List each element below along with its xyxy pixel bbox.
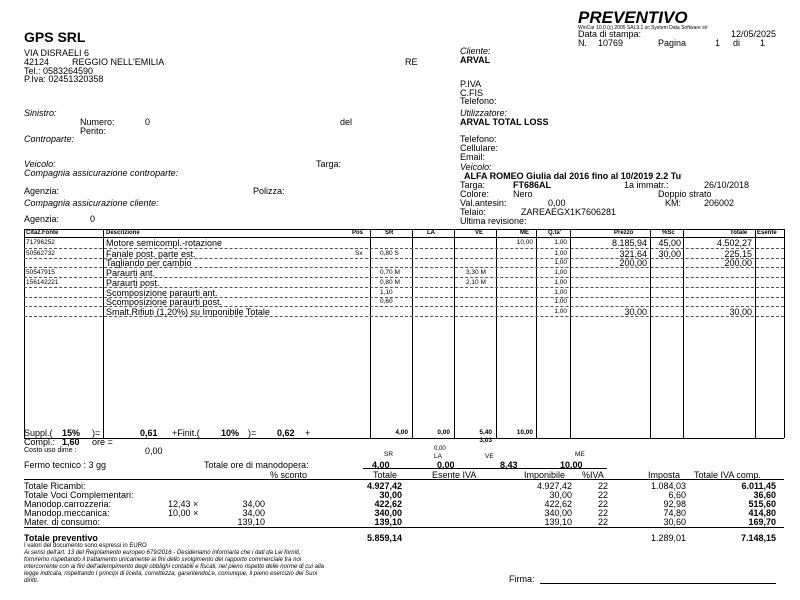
fermo-tecnico: Fermo tecnico : 3 gg: [24, 460, 107, 470]
vehicle-immatr: 26/10/2018: [704, 180, 750, 190]
vehicle-model: ALFA ROMEO Giulia dal 2016 fino al 10/2019 2.2 Tu: [464, 171, 682, 181]
vehicle-colore-label: Colore:: [460, 189, 490, 199]
suppl-me-total: 10,00: [516, 429, 533, 436]
totals-iva: 22: [597, 481, 608, 491]
finit-eq: )=: [248, 428, 257, 438]
utilizzatore-name: ARVAL TOTAL LOSS: [460, 117, 549, 127]
row-ve: 2,10 M: [466, 279, 486, 286]
row-sr: 0,70 M: [380, 269, 400, 276]
totals-imponibile: 139,10: [544, 517, 572, 527]
sinistro-label: Sinistro:: [24, 108, 57, 118]
totals-label: Mater. di consumo:: [24, 517, 101, 527]
col-divider: [412, 229, 413, 438]
totals-totale: 139,10: [374, 517, 402, 527]
col-divider: [454, 229, 455, 438]
software-note: WinCar 10.0 (c) 2005 SAL9.1 sc System Data Software srl: [578, 25, 708, 31]
hours-ve-header: VE: [485, 453, 494, 460]
hours-me-header: ME: [575, 451, 585, 458]
col-divider: [650, 229, 651, 438]
totals-imponibile: 30,00: [549, 490, 572, 500]
row-description: Scomposizione paraurti ant.: [106, 288, 218, 298]
col-divider: [496, 229, 497, 438]
controparte-label: Controparte:: [24, 134, 75, 144]
row-description: Tagliando per cambio: [106, 258, 192, 268]
totals-iva: 22: [597, 508, 608, 518]
row-qta: 1,00: [554, 269, 567, 276]
hours-la: 0,00: [437, 460, 455, 470]
vehicle-revisione-label: Ultima revisione:: [460, 216, 527, 226]
hours-sr: 4,00: [372, 460, 390, 470]
row-description: Scomposizione paraurti post.: [106, 297, 223, 307]
privacy-line: intercorrente con ai fini dell'adempimento degli obblighi contabili e fiscali, nel pieno rispetto delle norme di cui alla: [24, 564, 324, 570]
col-totiva-header: Totale IVA comp.: [694, 470, 761, 480]
col-header-qta: Q.ta': [548, 230, 562, 236]
col-esente-header: Esente IVA: [432, 470, 477, 480]
compagnia-controparte-label: Compagnia assicurazione controparte:: [24, 168, 179, 178]
company-province: RE: [405, 57, 418, 67]
grand-total-label: Totale preventivo: [24, 533, 98, 543]
company-piva: P.Iva: 02451320358: [24, 74, 104, 84]
row-totale: 200,00: [724, 258, 752, 268]
veicolo-label: Veicolo:: [460, 162, 492, 172]
hours-me: 10,00: [560, 460, 583, 470]
vehicle-km-label: KM:: [665, 198, 682, 208]
col-header-la: LA: [427, 230, 435, 236]
print-date-label: Data di stampa:: [578, 29, 642, 39]
row-sconto: 30,00: [658, 249, 681, 259]
page-of-label: di: [733, 38, 741, 48]
totals-totiva: 414,80: [748, 508, 776, 518]
totals-label: Manodop.meccanica:: [24, 508, 110, 518]
veicolo-controparte-label: Veicolo:: [24, 159, 56, 169]
vehicle-telaio: ZAREAEGX1K7606281: [521, 207, 617, 217]
total-hours-label: Totale ore di manodopera:: [204, 460, 309, 470]
company-cap: 42124: [24, 57, 50, 67]
suppl-la-total: 0,00: [437, 429, 450, 436]
user-tel-label: Telefono:: [460, 134, 497, 144]
row-qta: 1,00: [554, 259, 567, 266]
col-header-citaz: Citaz.Fonte: [26, 230, 59, 236]
suppl-eq: )=: [92, 428, 101, 438]
totals-totiva: 36,60: [753, 490, 776, 500]
utilizzatore-label: Utilizzatore:: [460, 108, 508, 118]
finit-label: +Finit.(: [172, 428, 200, 438]
page-number: 1: [715, 38, 721, 48]
row-sr: 1,10: [380, 289, 393, 296]
totals-imposta: 92,98: [663, 499, 686, 509]
suppl-ve-extra: 3,03: [479, 437, 492, 444]
row-description: Smalt.Rifiuti (1,20%) su Imponibile Totale: [106, 307, 270, 317]
col-sconto-header: % sconto: [270, 470, 308, 480]
vehicle-val-label: Val.antesin:: [460, 198, 507, 208]
compl-value: 1,60: [62, 437, 80, 447]
col-divider: [536, 229, 537, 438]
vehicle-colore: Nero: [513, 189, 533, 199]
row-description: Fanale post. parte est.: [106, 249, 196, 259]
finit-pct: 10%: [221, 428, 240, 438]
col-divider: [683, 229, 684, 438]
suppl-pct: 15%: [62, 428, 81, 438]
row-separator: [24, 316, 784, 317]
totals-totiva: 6.011,45: [741, 481, 776, 491]
totals-totale: 340,00: [374, 508, 402, 518]
costo-dime-value: 0,00: [145, 446, 163, 456]
totals-hours: 12,43 ×: [168, 499, 199, 509]
agenzia-cliente-value: 0: [90, 214, 96, 224]
user-email-label: Email:: [460, 152, 486, 162]
totals-imponibile: 4.927,42: [536, 481, 572, 491]
row-sconto: 45,00: [658, 238, 681, 248]
vehicle-targa-label: Targa:: [460, 180, 486, 190]
totals-imposta: 1.084,03: [650, 481, 686, 491]
row-totale: 225,15: [724, 249, 752, 259]
page-total: 1: [760, 38, 766, 48]
client-name: ARVAL: [460, 55, 491, 65]
estimate-number-label: N.: [578, 38, 587, 48]
row-sr: 0,80 S: [380, 250, 399, 257]
row-pos: Sx: [355, 250, 363, 257]
hours-sr-header: SR: [384, 451, 394, 458]
row-code: 50547915: [26, 269, 55, 276]
totals-iva: 22: [597, 499, 608, 509]
table-left-border: [24, 229, 25, 438]
vehicle-telaio-label: Telaio:: [460, 207, 487, 217]
col-divider: [370, 229, 371, 438]
col-header-esente: Esente: [757, 230, 777, 236]
col-header-totale: Totale: [730, 230, 748, 236]
agenzia-cliente-label: Agenzia:: [24, 214, 60, 224]
col-header-descrizione: Descrizione: [106, 230, 140, 236]
totals-imponibile: 340,00: [544, 508, 572, 518]
row-code: 71796252: [26, 239, 55, 246]
signature-line[interactable]: [540, 583, 776, 584]
col-header-me: ME: [520, 230, 529, 236]
totals-rate: 34,00: [242, 499, 265, 509]
table-bottom-border: [24, 438, 784, 439]
privacy-line: forniremo rispettando il trattamento unicamente ai fini dello svolgimento del rapporto commerciale tra noi: [24, 557, 302, 563]
col-imponibile-header: Imponibile: [524, 470, 566, 480]
col-totale-header: Totale: [373, 470, 398, 480]
grand-total-value: 5.859,14: [366, 533, 402, 543]
totals-totale: 4.927,42: [366, 481, 402, 491]
row-ve: 3,30 M: [466, 269, 486, 276]
totals-rows-border: [24, 527, 784, 528]
col-divider: [103, 229, 104, 438]
finit-value: 0,62: [277, 428, 295, 438]
hours-ve: 8,43: [500, 460, 518, 470]
vehicle-km: 206002: [704, 198, 735, 208]
row-sr: 0,80 M: [380, 279, 400, 286]
document-title: PREVENTIVO: [578, 8, 688, 27]
totals-imposta: 6,60: [668, 490, 686, 500]
privacy-line: diritti.: [24, 578, 39, 584]
compl-label: Compl.:: [24, 437, 56, 447]
company-address: VIA DISRAELI 6: [24, 48, 90, 58]
row-totale: 4.502,27: [716, 238, 752, 248]
signature-label: Firma:: [509, 574, 535, 584]
numero-value: 0: [145, 117, 151, 127]
row-description: Paraurti ant.: [106, 268, 156, 278]
company-tel: Tel.: 0583264590: [24, 66, 94, 76]
row-prezzo: 8.185,94: [611, 238, 647, 248]
totals-totiva: 515,60: [748, 499, 776, 509]
row-qta: 1,00: [554, 289, 567, 296]
totals-totale: 30,00: [379, 490, 402, 500]
col-header-sr: SR: [385, 230, 394, 236]
company-name: GPS SRL: [24, 29, 86, 45]
hours-underline: [363, 468, 607, 469]
costo-top-value: 0,00: [434, 446, 446, 452]
row-qta: 1,00: [554, 279, 567, 286]
col-header-ve: VE: [475, 230, 484, 236]
print-date: 12/05/2025: [731, 29, 777, 39]
row-qta: 1,00: [554, 308, 567, 315]
totals-label: Totale Voci Complementari:: [24, 490, 134, 500]
estimate-number: 10769: [598, 38, 624, 48]
costo-dime-label: Costo uso dime :: [24, 447, 77, 454]
col-divider: [755, 229, 756, 438]
table-right-border: [784, 229, 785, 438]
col-header-prezzo: Prezzo: [614, 230, 634, 236]
suppl-ve-total: 5,40: [479, 429, 492, 436]
privacy-line: Ai sensi dell'art. 13 del Regolamento europeo 679/2016 - Desideriamo informarla che i dati da Lei forniti,: [24, 550, 301, 556]
hours-la-header: LA: [434, 453, 442, 460]
vehicle-immatr-label: 1a immatr.:: [624, 180, 669, 190]
totals-imponibile: 422,62: [544, 499, 572, 509]
row-qta: 1,00: [554, 298, 567, 305]
totals-totiva: 169,70: [748, 517, 776, 527]
compl-ore-label: ore =: [92, 437, 113, 447]
row-prezzo: 200,00: [619, 258, 647, 268]
client-cfis-label: C.FIS: [460, 88, 484, 98]
col-iva-header: %IVA: [582, 470, 604, 480]
client-piva-label: P.IVA: [460, 79, 482, 89]
col-divider: [570, 229, 571, 438]
row-sr: 0,60: [380, 298, 393, 305]
totals-iva: 22: [597, 517, 608, 527]
perito-label: Perito:: [80, 126, 107, 136]
plus-sign: +: [305, 428, 311, 438]
col-imposta-header: Imposta: [648, 470, 681, 480]
totals-label: Totale Ricambi:: [24, 481, 86, 491]
company-city: REGGIO NELL'EMILIA: [72, 57, 165, 67]
vehicle-val: 0,00: [548, 198, 566, 208]
totals-rate: 34,00: [242, 508, 265, 518]
client-tel-label: Telefono:: [460, 96, 497, 106]
suppl-label: Suppl.(: [24, 428, 53, 438]
page-label: Pagina: [658, 38, 687, 48]
vehicle-targa: FT686AL: [513, 180, 552, 190]
totals-totale: 422,62: [374, 499, 402, 509]
row-prezzo: 321,64: [619, 249, 647, 259]
row-qta: 1,00: [554, 239, 567, 246]
totals-label: Manodop.carrozzeria:: [24, 499, 112, 509]
privacy-line: legge indicata, rispettando I principi di liceità, correttezza, garantendoLe, comunque, il pieno esercizio dei Suoi: [24, 571, 318, 577]
user-cell-label: Cellulare:: [460, 143, 499, 153]
client-label: Cliente:: [460, 46, 491, 56]
row-me: 10,00: [516, 239, 533, 246]
totals-imposta: 30,60: [663, 517, 686, 527]
col-header-pos: Pos: [352, 230, 364, 236]
row-prezzo: 30,00: [624, 307, 647, 317]
row-description: Motore semicompl.-rotazione: [106, 238, 223, 248]
row-code: 156142221: [26, 279, 59, 286]
targa-controparte-label: Targa:: [316, 159, 342, 169]
row-totale: 30,00: [729, 307, 752, 317]
suppl-value: 0,61: [140, 428, 158, 438]
totals-imposta: 74,80: [663, 508, 686, 518]
vehicle-strato: Doppio strato: [658, 189, 712, 199]
compagnia-cliente-label: Compagnia assicurazione cliente:: [24, 198, 159, 208]
agenzia-label: Agenzia:: [24, 186, 60, 196]
grand-total-iva: 7.148,15: [740, 533, 776, 543]
totals-iva: 22: [597, 490, 608, 500]
totals-hours: 10,00 ×: [168, 508, 199, 518]
del-label: del: [340, 117, 353, 127]
row-description: Paraurti post.: [106, 278, 160, 288]
col-header-sconto: %Sc: [662, 230, 675, 236]
currency-note: I valori del documento sono espressi in EURO: [24, 543, 147, 549]
row-code: 50562732: [26, 250, 55, 257]
grand-total-imposta: 1.289,01: [650, 533, 686, 543]
suppl-sr-total: 4,00: [395, 429, 408, 436]
numero-label: Numero:: [80, 117, 115, 127]
totals-header-border: [24, 479, 784, 480]
row-qta: 1,00: [554, 250, 567, 257]
polizza-label: Polizza:: [253, 186, 285, 196]
totals-rate: 139,10: [237, 517, 265, 527]
